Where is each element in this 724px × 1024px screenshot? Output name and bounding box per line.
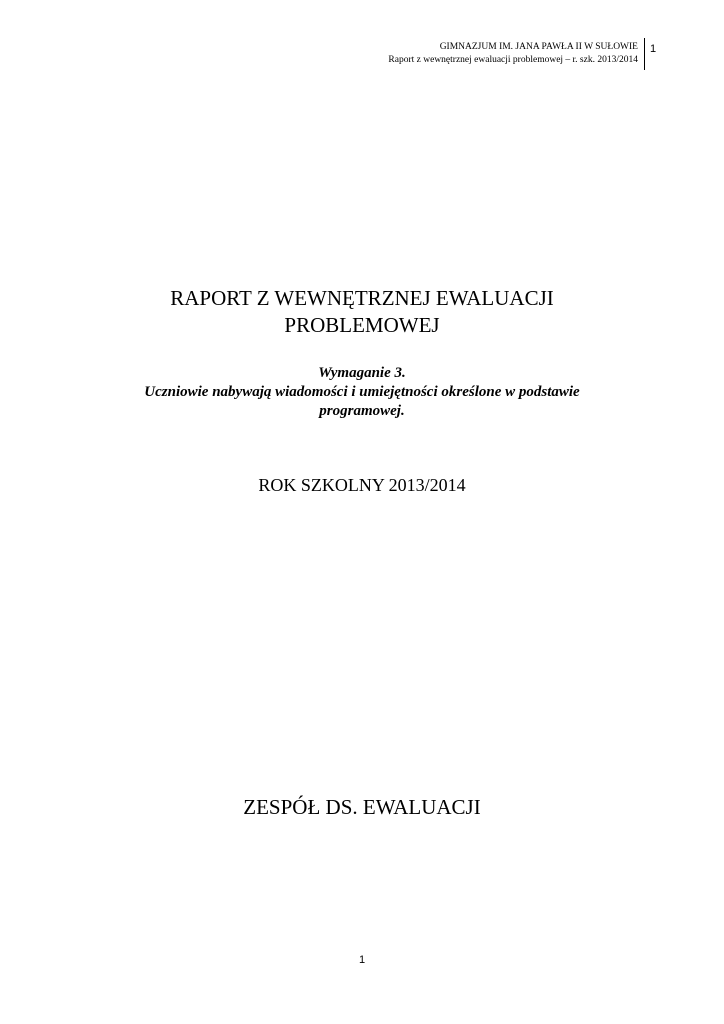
page-header bbox=[388, 41, 638, 67]
header-report-subtitle: Raport z wewnętrznej ewaluacji problemowej – r. szk. 2013/2014 bbox=[388, 55, 638, 65]
document-title-line-1: RAPORT Z WEWNĘTRZNEJ EWALUACJI bbox=[170, 286, 554, 310]
document-title bbox=[0, 285, 724, 339]
header-page-number: 1 bbox=[650, 43, 657, 55]
footer-page-number: 1 bbox=[358, 954, 366, 966]
requirement-block bbox=[0, 364, 724, 421]
requirement-text-line-1: Uczniowie nabywają wiadomości i umiejętności określone w podstawie bbox=[144, 384, 580, 400]
requirement-number: Wymaganie 3. bbox=[318, 365, 406, 381]
document-title-line-2: PROBLEMOWEJ bbox=[284, 313, 440, 337]
requirement-text-line-2: programowej. bbox=[319, 403, 405, 419]
evaluation-team: ZESPÓŁ DS. EWALUACJI bbox=[243, 795, 481, 819]
header-school-name: GIMNAZJUM IM. JANA PAWŁA II W SUŁOWIE bbox=[439, 42, 638, 52]
school-year: ROK SZKOLNY 2013/2014 bbox=[258, 475, 466, 495]
header-divider bbox=[644, 38, 645, 70]
